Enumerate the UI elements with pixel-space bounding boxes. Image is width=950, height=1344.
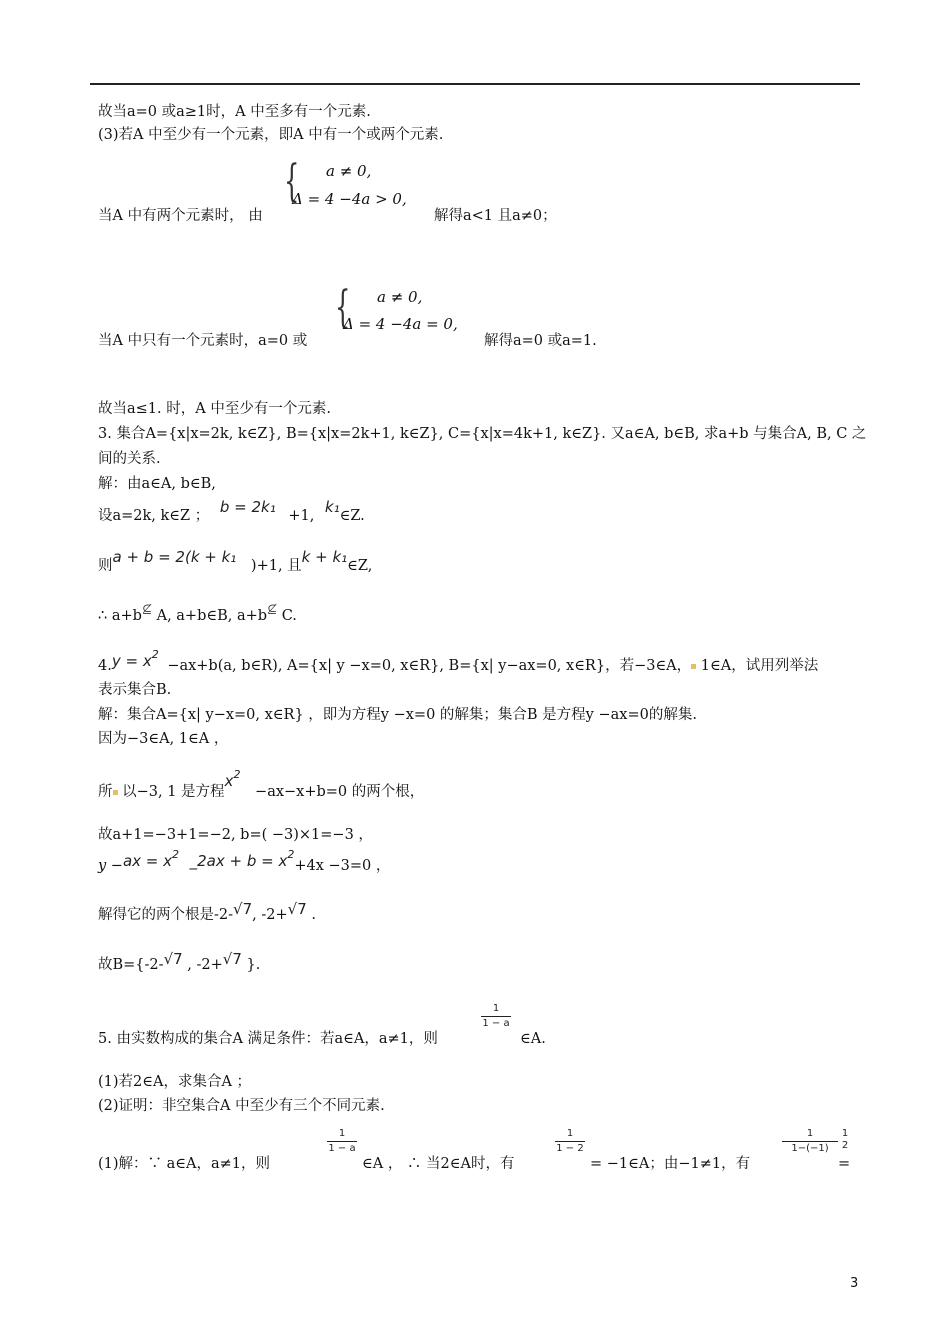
text-span: ∈Z,	[347, 558, 373, 574]
text-line: 因为−3∈A, 1∈A ，	[98, 731, 229, 747]
fraction-half	[840, 1128, 850, 1152]
text-line: ∈A.	[520, 1031, 546, 1047]
fraction	[555, 1128, 585, 1155]
sqrt-seven: √7	[233, 900, 253, 918]
text-line	[98, 548, 373, 575]
math-expr: k₁	[324, 498, 340, 516]
equation-system	[335, 284, 495, 340]
text-span: y −	[98, 858, 123, 874]
brace-glyph: {	[284, 156, 300, 207]
text-span: 4.	[98, 658, 112, 674]
text-line: 解得a<1 且a≠0；	[434, 208, 557, 224]
fraction-numerator: 1	[566, 1128, 574, 1139]
text-line: 解：集合A={x| y−x=0, x∈R} ，即为方程y −x=0 的解集；集合B 是方程y −ax=0的解集.	[98, 707, 697, 723]
header-rule	[90, 83, 860, 85]
page-number: 3	[850, 1276, 859, 1291]
fraction-numerator: 1	[806, 1128, 814, 1139]
math-exponent: 2	[172, 848, 180, 861]
text-line: 表示集合B.	[98, 682, 172, 698]
math-expr: k + k₁	[301, 548, 348, 566]
text-line	[98, 648, 819, 676]
math-exponent: 2	[287, 848, 295, 861]
text-span: A, a+b∈B, a+b	[156, 608, 268, 624]
text-line: 3. 集合A={x|x=2k, k∈Z}, B={x|x=2k+1, k∈Z}, C={x|x=4k+1, k∈Z}. 又a∈A, b∈B, 求a+b 与集合A, B, C 之	[98, 426, 867, 442]
text-span: 1∈A，试用列举法	[696, 658, 819, 674]
math-expr	[224, 768, 241, 790]
fraction	[481, 1003, 511, 1030]
text-span: C.	[281, 608, 297, 624]
system-row: a ≠ 0,	[377, 288, 423, 306]
text-line: 故当a=0 或a≥1时，A 中至多有一个元素.	[98, 104, 371, 120]
fraction	[327, 1128, 357, 1155]
text-span: 故B={-2-	[98, 957, 164, 973]
not-subset-icon: ⊈	[267, 602, 278, 616]
text-span: 所	[98, 784, 113, 800]
text-line: = −1∈A；由−1≠1，有	[590, 1156, 751, 1172]
brace-glyph: {	[335, 282, 351, 333]
text-line	[98, 848, 391, 876]
text-span: ∴ a+b	[98, 608, 142, 624]
text-span: ∈Z.	[339, 508, 365, 524]
math-text: ax = x	[122, 852, 173, 870]
system-row: Δ = 4 −4a > 0,	[292, 190, 407, 208]
sqrt-seven: √7	[222, 950, 242, 968]
math-text: x	[224, 772, 234, 790]
system-row: Δ = 4 −4a = 0,	[343, 315, 458, 333]
text-span: −ax+b(a, b∈R), A={x| y −x=0, x∈R}, B={x| y−ax=0, x∈R}，若−3∈A，	[167, 658, 692, 674]
fraction	[782, 1128, 838, 1155]
math-expr: b = 2k₁	[219, 498, 276, 516]
text-line: 故a+1=−3+1=−2, b=( −3)×1=−3 ，	[98, 827, 373, 843]
math-expr: _2ax + $b = x^2$	[189, 848, 295, 870]
math-expr: a + b = 2(k + k₁	[112, 548, 237, 566]
fraction-numerator: 1	[338, 1128, 346, 1139]
text-line	[98, 602, 297, 625]
text-span: 解得它的两个根是-2-	[98, 907, 234, 923]
text-span: 设a=2k, k∈Z ；	[98, 508, 210, 524]
text-line: (1)若2∈A，求集合A ；	[98, 1074, 252, 1090]
text-span: )+1, 且	[250, 558, 302, 574]
text-line	[98, 498, 365, 525]
math-expr	[122, 848, 180, 870]
text-span: 则	[98, 558, 113, 574]
text-span: , -2+	[252, 907, 288, 923]
fraction-denominator: 1 − 2	[556, 1143, 584, 1154]
fraction-numerator: 1	[492, 1003, 500, 1014]
text-span: .	[306, 907, 316, 923]
text-line: (2)证明：非空集合A 中至少有三个不同元素.	[98, 1098, 385, 1114]
fraction-numerator: 1	[841, 1128, 849, 1139]
text-line: (3)若A 中至少有一个元素，即A 中有一个或两个元素.	[98, 127, 444, 143]
math-exponent: 2	[151, 648, 159, 661]
fraction-denominator: 1−(−1)	[791, 1143, 829, 1154]
text-line	[98, 900, 316, 924]
math-text: y = x	[111, 652, 152, 670]
sqrt-seven: √7	[287, 900, 307, 918]
text-line: 解：由a∈A, b∈B,	[98, 476, 216, 492]
fraction-bar	[782, 1141, 838, 1142]
fraction-denominator: 2	[841, 1140, 849, 1151]
text-line: ∈A ， ∴ 当2∈A时，有	[362, 1156, 515, 1172]
math-expr	[111, 648, 159, 670]
fraction-bar	[555, 1141, 585, 1142]
text-span: +1,	[288, 508, 315, 524]
not-subset-icon: ⊈	[141, 602, 152, 616]
text-line: 当A 中有两个元素时， 由	[98, 208, 263, 224]
text-span: −ax−x+b=0 的两个根，	[255, 784, 425, 800]
text-line: (1)解：∵ a∈A，a≠1，则	[98, 1156, 271, 1172]
system-row: a ≠ 0,	[326, 162, 372, 180]
text-span: , -2+	[182, 957, 223, 973]
text-line: 故当a≤1. 时，A 中至少有一个元素.	[98, 401, 331, 417]
fraction-bar	[481, 1016, 511, 1017]
text-line: 解得a=0 或a=1.	[484, 333, 597, 349]
math-exponent: 2	[233, 768, 241, 781]
text-line	[98, 950, 261, 974]
text-line: 当A 中只有一个元素时，a=0 或	[98, 333, 308, 349]
text-span: 以−3, 1 是方程	[122, 784, 225, 800]
text-span: +4x −3=0 ，	[294, 858, 391, 874]
text-line	[98, 768, 425, 802]
text-line: 间的关系.	[98, 451, 161, 467]
text-line: =	[838, 1156, 851, 1172]
sqrt-seven: √7	[163, 950, 183, 968]
equation-system	[284, 158, 444, 214]
text-span: }.	[241, 957, 261, 973]
mark-dot	[113, 790, 118, 795]
math-text: 2ax + b = x	[197, 852, 288, 870]
fraction-bar	[327, 1141, 357, 1142]
fraction-denominator: 1 − a	[482, 1018, 510, 1029]
text-line: 5. 由实数构成的集合A 满足条件：若a∈A，a≠1，则	[98, 1031, 438, 1047]
fraction-denominator: 1 − a	[328, 1143, 356, 1154]
